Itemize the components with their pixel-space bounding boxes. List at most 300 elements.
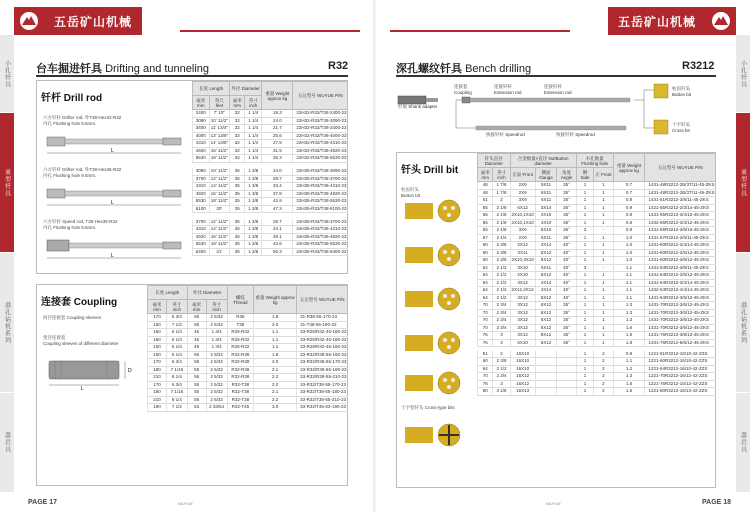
rod-cell: 7' 10" bbox=[209, 110, 230, 118]
label-coupling bbox=[454, 84, 472, 95]
cross-bit-cell: 1221-76R3212-16/12-42-ZZS bbox=[645, 380, 716, 388]
coupling-cell: R25-R32 bbox=[227, 336, 253, 344]
bit-cell: 2 1/2 bbox=[493, 272, 510, 280]
bit-cell: 2 3/8 bbox=[493, 242, 510, 250]
rod-cell: 4920 bbox=[193, 147, 210, 155]
drill-bit-panel bbox=[396, 152, 716, 488]
page-number-left: PAGE 17 bbox=[28, 499, 58, 506]
rod-cell: 10' 11/2" bbox=[210, 117, 228, 123]
rod-cell: 1 3/8 bbox=[245, 190, 262, 198]
cross-bit-cell: 3 1/8 bbox=[493, 388, 510, 396]
bit-cell: 1 bbox=[576, 287, 594, 295]
bit-row bbox=[478, 204, 716, 212]
cross-bit-cell: 2 3/8 bbox=[493, 358, 510, 366]
cross-bit-cell: 2 bbox=[594, 365, 613, 373]
bit-cell: 1.3 bbox=[613, 302, 645, 310]
bit-cell: 4X10 bbox=[535, 219, 556, 227]
rod-group-3-desc-line1: 六方钎杆 Speed rod, T38-Hex35-R32 bbox=[43, 219, 118, 224]
rod-row bbox=[193, 241, 348, 249]
coupling-cell: R32-T38 bbox=[227, 389, 253, 397]
bit-cell: 35° bbox=[557, 302, 576, 310]
bit-cell: 40° bbox=[557, 279, 576, 287]
button-bit-image-1 bbox=[405, 200, 460, 222]
coupling-cell: 2 33/64 bbox=[206, 404, 227, 412]
rod-cell: 32 bbox=[230, 117, 245, 125]
coupling-cell: R32-T45 bbox=[227, 404, 253, 412]
coupling-cell: R32-T38 bbox=[227, 381, 253, 389]
rod-cell: 32 bbox=[230, 110, 245, 118]
drill-rod-heading-en: Drill rod bbox=[63, 93, 103, 104]
bit-row bbox=[478, 189, 716, 197]
side-tab-3[interactable]: 潜孔钻机系列 bbox=[0, 253, 14, 393]
rod-cell: 3090 bbox=[193, 168, 210, 175]
bit-cell: 1431-64R3212-3/6/11-45-ZKS bbox=[645, 264, 716, 272]
cross-bit-cell: 2 bbox=[594, 351, 613, 358]
bit-cell: 76 bbox=[478, 339, 493, 347]
bit-cell: 0.7 bbox=[613, 189, 645, 197]
rod-cell: 22H35-R32/T38-4920-23 bbox=[293, 190, 348, 198]
bit-cell: 1432-55R3212-3/4/12-45-ZKS bbox=[645, 219, 716, 227]
bit-cell: 35° bbox=[557, 324, 576, 332]
rod-cell: 1 1/4 bbox=[245, 117, 262, 125]
bit-cell: 3X14 bbox=[535, 204, 556, 212]
rod-cell: 1 3/8 bbox=[245, 219, 262, 226]
bit-cell: 1.0 bbox=[613, 249, 645, 257]
rod-cell: 4310 bbox=[193, 140, 210, 148]
coupling-cell: 2 5/32 bbox=[206, 314, 227, 322]
cross-bit-row bbox=[478, 380, 716, 388]
label-extension-rod bbox=[494, 84, 522, 95]
bit-cell: 1 bbox=[594, 309, 613, 317]
bit-cell: 4X10 bbox=[535, 212, 556, 220]
bit-cell: 1 bbox=[594, 257, 613, 265]
coupling-row bbox=[148, 396, 348, 404]
cross-bit-cell bbox=[535, 358, 556, 366]
bit-row bbox=[478, 219, 716, 227]
rod-cell: 22H35-R32/T38-3090-23 bbox=[293, 168, 348, 175]
rod-cell: 19.3 bbox=[262, 110, 293, 118]
bit-cell: 3X9 bbox=[510, 227, 535, 235]
rod-cell: 5530 bbox=[193, 241, 210, 249]
coupling-cell: 6 3/4 bbox=[167, 381, 188, 389]
rod-cell: 1 1/4 bbox=[245, 147, 262, 155]
label-coupling-en: Coupling bbox=[454, 89, 472, 95]
coupling-cell: 33-R25/R32-45-160-23 bbox=[297, 336, 348, 344]
title-rule-right bbox=[396, 75, 716, 77]
bit-row bbox=[478, 242, 716, 250]
rod-cell: 10' 11/2" bbox=[209, 168, 230, 175]
rod-cell: 1 1/4 bbox=[245, 110, 262, 118]
side-tab-r3[interactable]: 潜孔钻机系列 bbox=[736, 253, 750, 393]
bit-cell: 55 bbox=[478, 204, 493, 212]
cross-bit-cell: 2 1/2 bbox=[493, 365, 510, 373]
cross-bit-cell: 1221-70R3212-16/12-42-ZZS bbox=[645, 373, 716, 381]
cross-bit-cell: 1221-80R3212-16/13-42-ZZS bbox=[645, 388, 716, 396]
bit-cell: 1431-70R3212-3/6/12-45-ZKS bbox=[645, 302, 716, 310]
cross-bit-cell: 2 bbox=[493, 351, 510, 358]
bit-cell: 1 bbox=[594, 182, 613, 190]
bit-cell: 2X9 bbox=[510, 182, 535, 190]
bit-cell: 40° bbox=[557, 294, 576, 302]
side-tab-4[interactable]: 凿岩具 bbox=[0, 393, 14, 493]
bit-cell: 2X10 bbox=[510, 272, 535, 280]
drill-bit-heading-cn: 钎头 bbox=[401, 165, 421, 176]
b-th-inch: 英寸 inch bbox=[493, 168, 510, 182]
coupling-desc-2 bbox=[43, 335, 118, 347]
rod-cell: 6100 bbox=[193, 205, 210, 213]
svg-text:L: L bbox=[111, 200, 114, 206]
bit-cell: 1 bbox=[576, 257, 594, 265]
coupling-cell: 2 5/32 bbox=[206, 389, 227, 397]
bit-cell: 1.1 bbox=[613, 279, 645, 287]
rod-cell: 1 3/8 bbox=[245, 233, 262, 241]
rod-cell: 21' bbox=[209, 248, 230, 256]
coupling-cell: 31-R38-55-170-23 bbox=[297, 314, 348, 322]
cross-bit-cell: 1221-60R3212-16/10-42-ZZS bbox=[645, 358, 716, 366]
brand-name: 五岳矿山机械 bbox=[44, 7, 142, 35]
bit-cell: 6X12 bbox=[535, 324, 556, 332]
button-bit-image-4 bbox=[405, 332, 460, 354]
header-rule-right bbox=[390, 30, 570, 32]
bit-cell: 3X12 bbox=[510, 302, 535, 310]
rod-cell: 1 1/4 bbox=[245, 125, 262, 133]
b-th-angle: 角度 Angle bbox=[557, 168, 576, 182]
bit-cell: 1.0 bbox=[613, 242, 645, 250]
rod-cell: 2400 bbox=[193, 110, 210, 118]
rod-cell: 22H32-R32/T38-3090-23 bbox=[293, 117, 348, 125]
bit-cell: 1.1 bbox=[613, 287, 645, 295]
bit-cell: 1421-55R3212-2/3/14-45-ZKS bbox=[645, 204, 716, 212]
label-cross-bit bbox=[672, 122, 690, 133]
rod-cell: 22H32-R32/T38-2400-23 bbox=[293, 110, 348, 118]
rod-cell: 5530 bbox=[193, 198, 210, 206]
coupling-cell: 2 5/32 bbox=[206, 381, 227, 389]
bit-cell: 2 3/4 bbox=[493, 324, 510, 332]
rod-cell: 35 bbox=[230, 190, 245, 198]
bit-cell: 1 bbox=[576, 324, 594, 332]
bit-row bbox=[478, 272, 716, 280]
coupling-row bbox=[148, 314, 348, 322]
rod-cell: 6400 bbox=[193, 248, 210, 256]
bit-row bbox=[478, 249, 716, 257]
coupling-drawing bbox=[43, 351, 143, 391]
bit-row bbox=[478, 279, 716, 287]
rod-drawing-1 bbox=[43, 129, 188, 157]
rod-row bbox=[193, 110, 348, 118]
coupling-cell: 45 bbox=[187, 329, 206, 337]
bit-cell: 1.1 bbox=[613, 264, 645, 272]
coupling-panel bbox=[36, 284, 348, 486]
footer-mark-right: WUYUE bbox=[546, 501, 561, 506]
coupling-heading-en: Coupling bbox=[73, 297, 118, 308]
bit-cell: 0.8 bbox=[613, 219, 645, 227]
bit-cell: 35° bbox=[557, 332, 576, 340]
cross-bit-image bbox=[405, 424, 460, 446]
svg-text:D: D bbox=[128, 368, 132, 374]
cross-bit-cell bbox=[557, 365, 576, 373]
bit-cell: 2 3/8 bbox=[493, 257, 510, 265]
coupling-heading bbox=[41, 293, 117, 308]
button-bit-label-cn: 柱齿钎头 bbox=[401, 187, 419, 192]
bit-cell: 55 bbox=[478, 212, 493, 220]
coupling-cell: 7 1/2 bbox=[167, 404, 188, 412]
rod-cell: 11' 13/4" bbox=[210, 125, 228, 130]
coupling-row bbox=[148, 329, 348, 337]
bit-row bbox=[478, 197, 716, 205]
label-speedrod-2: 快接钎杆 Speedrod bbox=[556, 132, 595, 137]
rod-cell: 27.5 bbox=[262, 140, 293, 148]
drill-rod-heading bbox=[41, 89, 102, 104]
coupling-cell: 2.0 bbox=[254, 359, 297, 367]
label-coupling-cn: 连接套 bbox=[454, 84, 468, 89]
coupling-cell: R32-R38 bbox=[227, 374, 253, 382]
rod-cell: 35 bbox=[230, 168, 245, 175]
rod-cell: 1 3/8 bbox=[245, 226, 262, 234]
bit-cell: 55 bbox=[478, 219, 493, 227]
bit-cell: 48 bbox=[478, 182, 493, 190]
rod-cell: 35 bbox=[230, 226, 245, 234]
bit-cell: 1.0 bbox=[613, 257, 645, 265]
bit-cell: 1.1 bbox=[613, 294, 645, 302]
coupling-cell: 2.0 bbox=[254, 321, 297, 329]
coupling-cell: 6 3/4 bbox=[167, 314, 188, 322]
cross-bit-cell: 1 bbox=[576, 380, 594, 388]
bit-cell: 1 bbox=[576, 309, 594, 317]
coupling-cell: 170 bbox=[148, 314, 167, 322]
label-button-bit-cn: 柱齿钎头 bbox=[672, 86, 690, 91]
coupling-cell: 160 bbox=[148, 344, 167, 352]
bit-cell: 1.3 bbox=[613, 309, 645, 317]
cross-bit-cell: 16X10 bbox=[510, 351, 535, 358]
coupling-cell: 1 3/4 bbox=[206, 336, 227, 344]
bit-cell: 6X10 bbox=[510, 339, 535, 347]
coupling-cell: R32-R38 bbox=[227, 359, 253, 367]
rod-cell: 43.6 bbox=[262, 241, 293, 249]
cross-bit-cell bbox=[557, 388, 576, 396]
cross-bit-cell bbox=[557, 358, 576, 366]
bit-cell: 40° bbox=[557, 249, 576, 257]
rod-cell: 29.7 bbox=[262, 219, 293, 226]
b-th-side: 侧 Side bbox=[576, 168, 594, 182]
coupling-row bbox=[148, 344, 348, 352]
bit-cell: 6X12 bbox=[535, 294, 556, 302]
bit-cell: 1 bbox=[576, 234, 594, 242]
coupling-cell: 2.1 bbox=[254, 366, 297, 374]
b-th-gauge: 侧面 Gauge bbox=[535, 168, 556, 182]
svg-text:L: L bbox=[111, 253, 114, 259]
coupling-cell: 55 bbox=[187, 351, 206, 359]
rod-cell: 1 3/8 bbox=[245, 205, 262, 213]
coupling-cell: 55 bbox=[187, 366, 206, 374]
rod-group-1-desc-line2: 内孔 Flushing hole 9.5mm. bbox=[43, 121, 97, 126]
rod-cell: 32 bbox=[230, 140, 245, 148]
coupling-cell: 210 bbox=[148, 374, 167, 382]
bit-cell: 1 bbox=[594, 234, 613, 242]
cross-bit-cell: 3 bbox=[493, 380, 510, 388]
rod-row bbox=[193, 248, 348, 256]
bit-cell: 1 bbox=[594, 204, 613, 212]
bit-cell: 1431-48R3212-2B/3T/11-46-ZKS bbox=[645, 189, 716, 197]
bit-cell: 3X12 bbox=[510, 309, 535, 317]
coupling-row bbox=[148, 366, 348, 374]
bit-cell: 2X10,1X10 bbox=[511, 219, 534, 225]
coupling-row bbox=[148, 351, 348, 359]
bit-cell: 2 1/8 bbox=[493, 227, 510, 235]
coupling-cell: 1.1 bbox=[254, 336, 297, 344]
side-tab-2[interactable]: 重型钎具 bbox=[0, 113, 14, 253]
rod-cell: 1 3/8 bbox=[245, 168, 262, 175]
bit-cell: 1 bbox=[576, 302, 594, 310]
th-dmm: 毫米 mm bbox=[230, 96, 245, 110]
bit-cell: 3X9 bbox=[510, 197, 535, 205]
coupling-cell: 2.2 bbox=[254, 374, 297, 382]
bit-cell: 2 bbox=[493, 197, 510, 205]
c-th-weight: 重量 Weight approx kg bbox=[254, 286, 297, 314]
coupling-row bbox=[148, 381, 348, 389]
cross-bit-cell: 16X10 bbox=[510, 365, 535, 373]
cross-bit-cell: 1221-51R3212-16/10-42-ZZS bbox=[645, 351, 716, 358]
bit-cell: 5X12 bbox=[535, 249, 556, 257]
bit-cell: 0.9 bbox=[613, 227, 645, 235]
bit-row bbox=[478, 317, 716, 325]
side-tab-r4[interactable]: 凿岩具 bbox=[736, 393, 750, 493]
bit-cell: 1 bbox=[594, 272, 613, 280]
section-title-en: Drifting and tunneling bbox=[105, 63, 210, 75]
label-speedrod: 快接钎杆 Speedrod bbox=[486, 132, 525, 137]
rod-cell: 14' 11/2" bbox=[210, 183, 228, 189]
rod-cell: 5530 bbox=[193, 155, 210, 163]
coupling-cell: 6 1/4 bbox=[167, 344, 188, 352]
th-weight: 重量 Weight approx kg bbox=[262, 82, 293, 110]
bit-cell: 35° bbox=[557, 219, 576, 227]
bit-cell: 35° bbox=[557, 309, 576, 317]
b-th-front2: 正 Front bbox=[594, 168, 613, 182]
bit-cell: 1 bbox=[576, 317, 594, 325]
bit-cell: 3X12 bbox=[510, 324, 535, 332]
cross-bit-cell bbox=[557, 380, 576, 388]
b-th-pn: 五岳型号 WUYUE P/N bbox=[645, 154, 716, 182]
bit-cell: 3 bbox=[493, 332, 510, 340]
side-tab-r1[interactable]: 小孔钎具 bbox=[736, 35, 750, 113]
bit-cell: 4X14 bbox=[535, 287, 556, 295]
rod-row bbox=[193, 226, 348, 234]
rod-cell: 35 bbox=[230, 175, 245, 183]
cross-bit-cell: 76 bbox=[478, 380, 493, 388]
c-th-thread: 螺纹 Thread bbox=[227, 286, 253, 314]
coupling-cell: 160 bbox=[148, 351, 167, 359]
bit-cell: 1 bbox=[576, 339, 594, 347]
rod-row bbox=[193, 219, 348, 226]
rod-cell: 35 bbox=[230, 205, 245, 213]
left-side-tabs bbox=[0, 35, 14, 493]
drill-bit-heading-en: Drill bit bbox=[423, 165, 459, 176]
bit-cell: 1 bbox=[594, 339, 613, 347]
bit-cell: 1 bbox=[594, 219, 613, 227]
rod-cell: 24H35-R32/T38-3700-23 bbox=[293, 219, 348, 226]
side-tab-r2[interactable]: 重型钎具 bbox=[736, 113, 750, 253]
rod-cell: 1 1/4 bbox=[245, 132, 262, 140]
rod-cell: 32 bbox=[230, 155, 245, 163]
th-length: 长度 Length bbox=[193, 82, 230, 96]
coupling-cell: 2 5/32 bbox=[206, 321, 227, 329]
side-tab-1[interactable]: 小孔钎具 bbox=[0, 35, 14, 113]
rod-cell: 32 bbox=[230, 132, 245, 140]
rod-row bbox=[193, 233, 348, 241]
coupling-cell: R32-R38 bbox=[227, 366, 253, 374]
rod-row bbox=[193, 198, 348, 206]
bit-cell: 2X10,1X10 bbox=[511, 212, 534, 217]
header-rule bbox=[180, 30, 360, 32]
bit-cell: 2 1/2 bbox=[493, 279, 510, 287]
cross-bit-cell: 2 bbox=[594, 380, 613, 388]
rod-group-2-desc-line1: 六方钎杆 Drifter rod, 外T38-Hex35-R32 bbox=[43, 167, 122, 172]
bit-cell: 1431-60R3212-2/5/12-45-ZKS bbox=[645, 249, 716, 257]
bit-cell: 40° bbox=[557, 242, 576, 250]
label-extension-rod-2-cn: 连接钎杆 bbox=[544, 84, 562, 89]
coupling-cell: 1.1 bbox=[254, 344, 297, 352]
bit-cell: 2 3/8 bbox=[493, 249, 510, 257]
cross-bit-cell: 51 bbox=[478, 351, 493, 358]
bit-cell: 0.7 bbox=[613, 182, 645, 190]
rod-cell: 39.1 bbox=[262, 233, 293, 241]
bit-cell: 1431-60R3212-2/4/14-45-ZKS bbox=[645, 242, 716, 250]
rod-cell: 22H32-R32/T38-4000-23 bbox=[293, 132, 348, 140]
bit-row bbox=[478, 339, 716, 347]
logo-icon-right bbox=[706, 7, 736, 35]
section-code-right: R3212 bbox=[682, 60, 715, 72]
b-th-flushing: 水孔数量 Flushing hole bbox=[576, 154, 613, 168]
rod-cell: 18' 11/2" bbox=[210, 241, 228, 247]
bit-cell: 1 bbox=[576, 279, 594, 287]
bit-cell: 40° bbox=[557, 287, 576, 295]
cross-bit-cell: 1 bbox=[576, 365, 594, 373]
bit-cell: 1 bbox=[576, 272, 594, 280]
bit-cell: 1 bbox=[594, 332, 613, 340]
bit-row bbox=[478, 264, 716, 272]
coupling-row bbox=[148, 389, 348, 397]
bit-cell: 1432-64R3212-4/4/14-45-ZKS bbox=[645, 287, 716, 295]
bit-row bbox=[478, 234, 716, 242]
cross-bit-cell: 16X12 bbox=[510, 380, 535, 388]
coupling-cell: 45 bbox=[187, 336, 206, 344]
bit-cell: 1431-70R3212-3/6/12-45-ZKS bbox=[645, 317, 716, 325]
bit-images bbox=[401, 199, 471, 479]
bit-cell: 6X12 bbox=[535, 339, 556, 347]
coupling-cell: 33-R32/T38-55-170-23 bbox=[297, 381, 348, 389]
rod-cell: 14' 13/8" bbox=[210, 140, 229, 145]
button-bit-label bbox=[401, 187, 420, 199]
coupling-cell: 8 1/4 bbox=[167, 396, 188, 404]
rod-cell: 37.8 bbox=[262, 190, 293, 198]
cross-bit-label: 十字型钎头 Cross-type bits bbox=[401, 405, 455, 410]
bit-row bbox=[478, 257, 716, 265]
bit-cell: 35° bbox=[557, 182, 576, 190]
bit-cell: 1 bbox=[594, 317, 613, 325]
section-title-cn: 台车掘进钎具 bbox=[36, 63, 102, 75]
cross-bit-cell: 1.1 bbox=[613, 358, 645, 366]
rod-group-1-desc-line1: 六方钎杆 Drifter rod, 外T38-Hex32-R32 bbox=[43, 115, 122, 120]
bit-cell: - bbox=[594, 264, 613, 272]
coupling-cell: 170 bbox=[148, 381, 167, 389]
left-page bbox=[0, 0, 374, 512]
coupling-cell: 2.2 bbox=[254, 396, 297, 404]
cross-bit-cell: 2 bbox=[594, 388, 613, 396]
rod-group-2-desc-line2: 内孔 Flushing hole 9.5mm. bbox=[43, 173, 97, 178]
cross-bit-cell: 16X10 bbox=[510, 358, 535, 366]
bit-cell: 1 bbox=[594, 249, 613, 257]
coupling-cell: 6 3/4 bbox=[167, 359, 188, 367]
section-code: R32 bbox=[328, 60, 349, 72]
